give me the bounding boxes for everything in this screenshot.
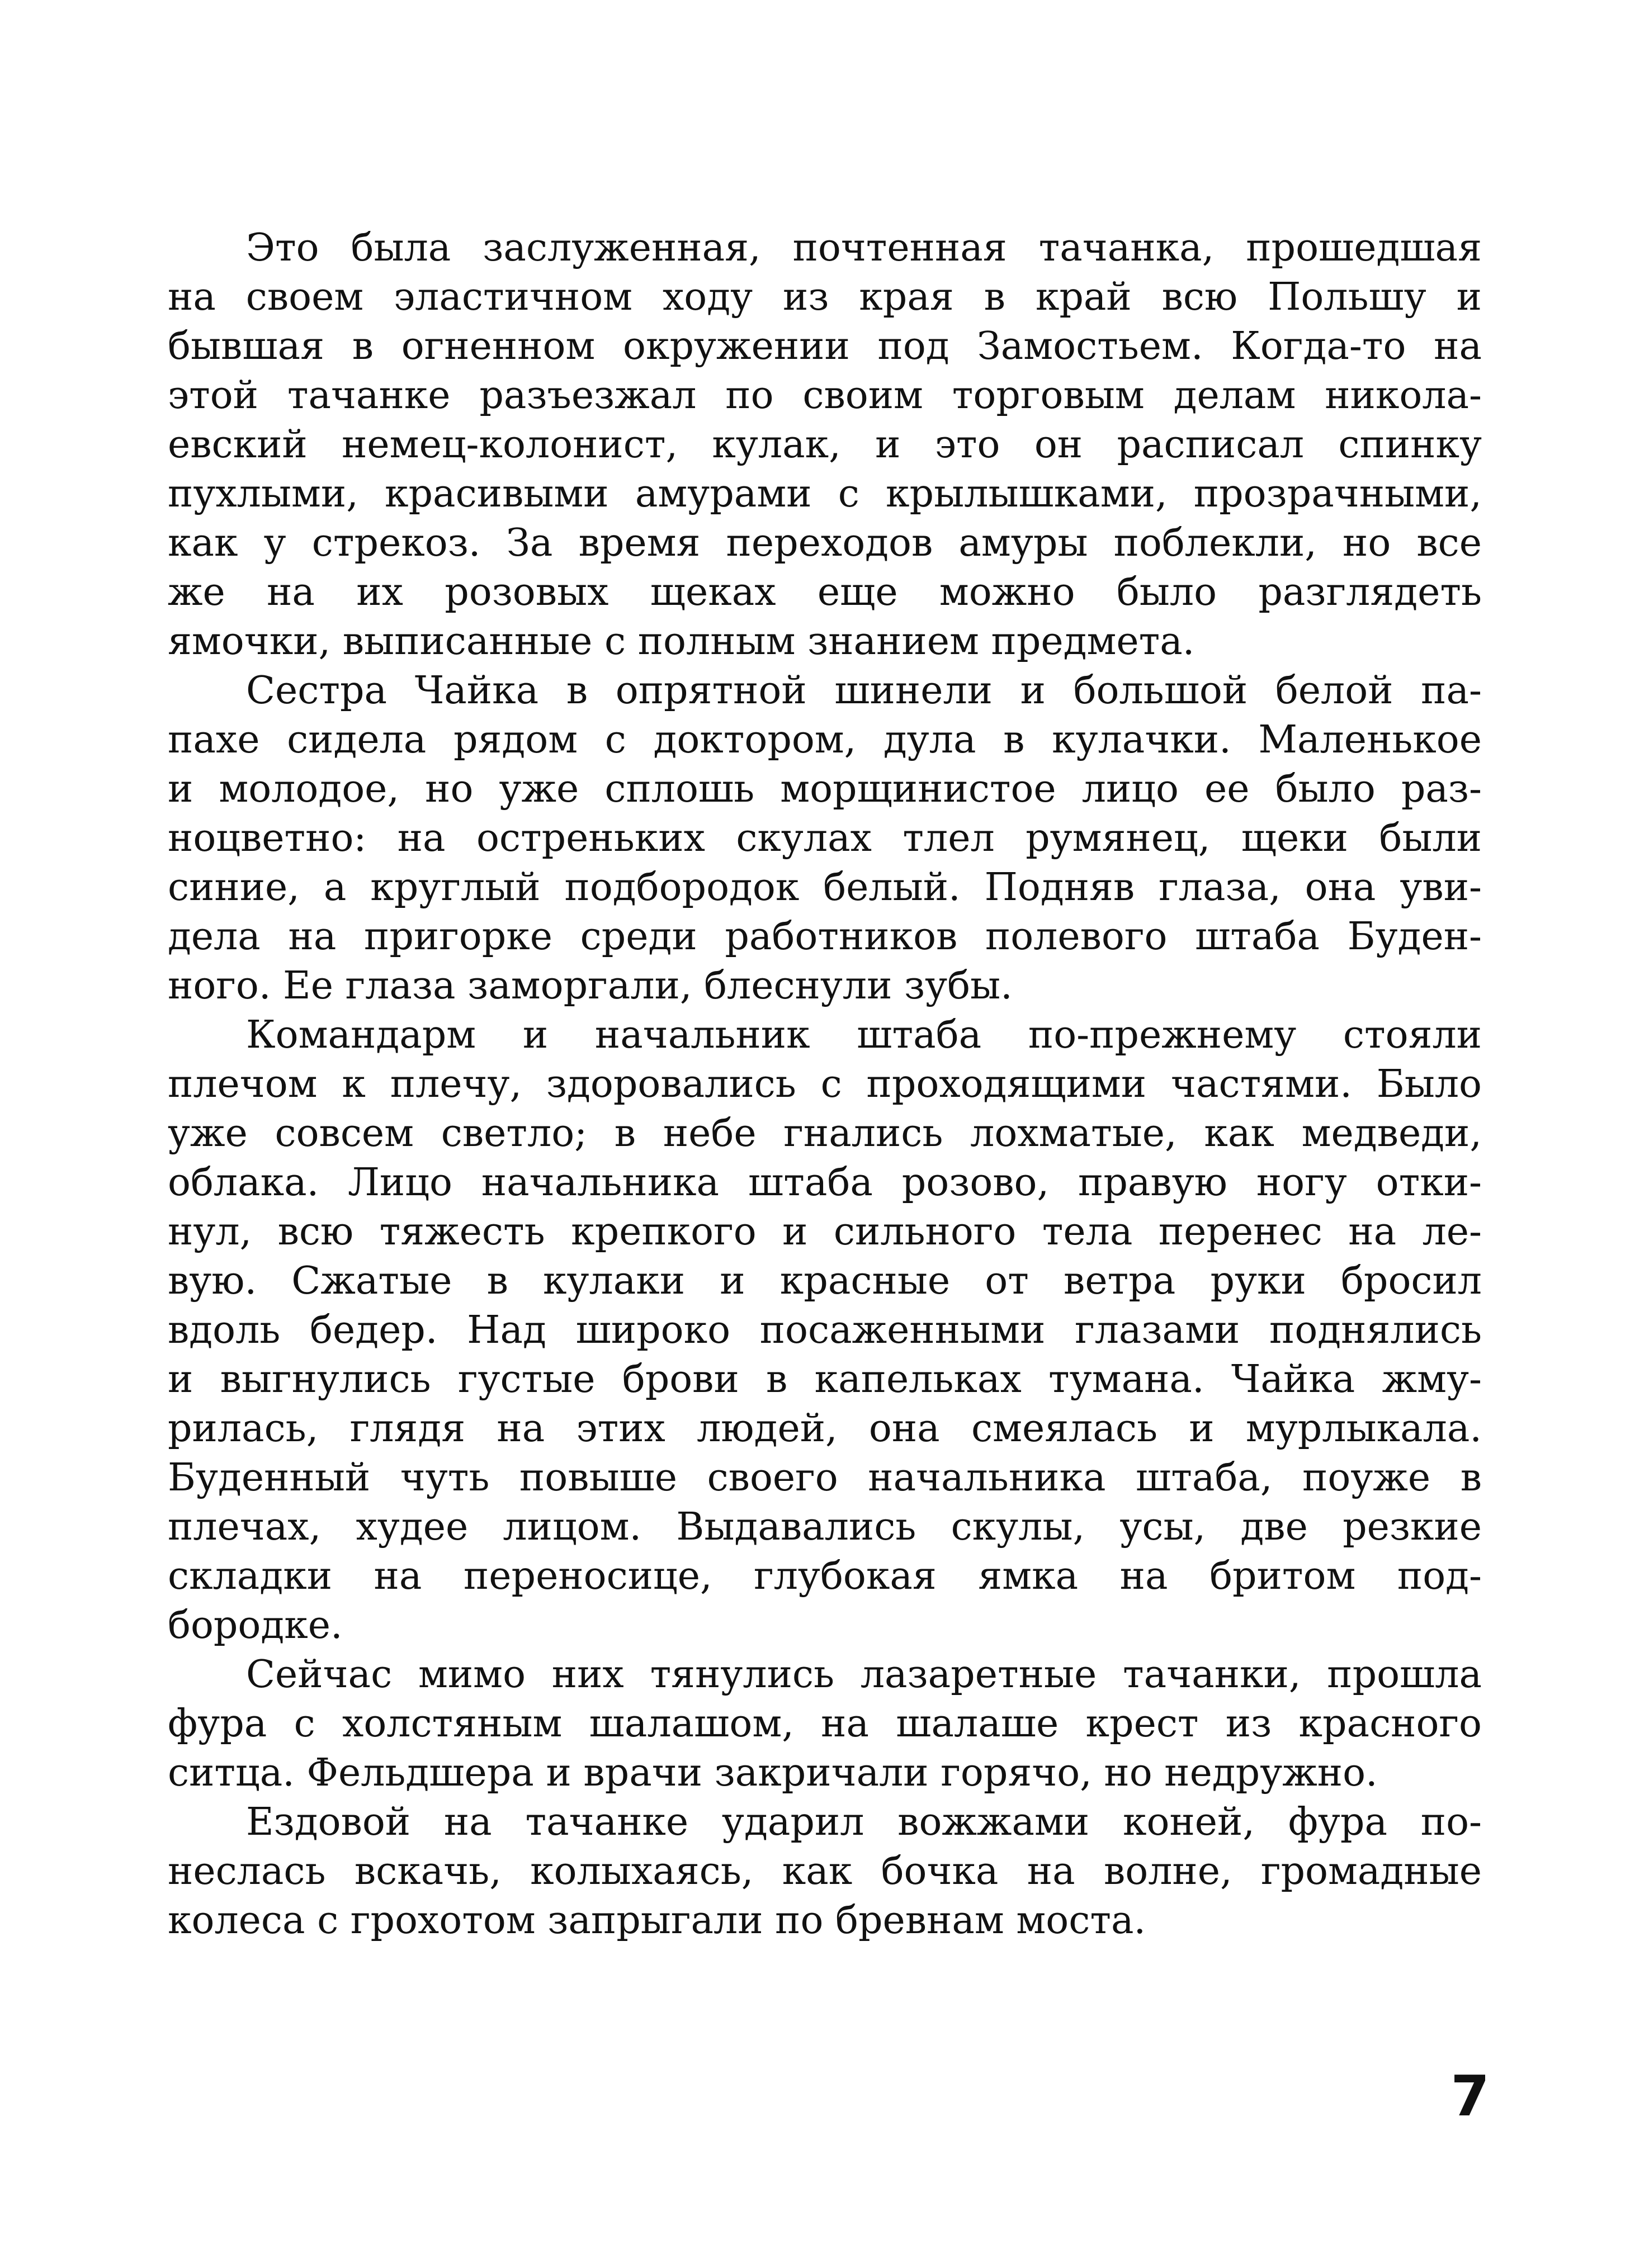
text-line: уже совсем светло; в небе гнались лохматые, как медведи, [168, 1111, 1482, 1156]
page-number: 7 [1450, 2063, 1490, 2129]
text-line: и выгнулись густые брови в капельках тумана. Чайка жму- [168, 1357, 1482, 1401]
text-line: евский немец-колонист, кулак, и это он расписал спинку [168, 423, 1482, 467]
text-line: как у стрекоз. За время переходов амуры поблекли, но все [168, 521, 1482, 565]
text-line: плечах, худее лицом. Выдавались скулы, усы, две резкие [168, 1505, 1482, 1549]
text-line: пухлыми, красивыми амурами с крылышками, прозрачными, [168, 472, 1482, 516]
text-line: неслась вскачь, колыхаясь, как бочка на волне, громадные [168, 1849, 1482, 1893]
body-text [168, 224, 1482, 1945]
text-line: и молодое, но уже сплошь морщинистое лицо ее было раз- [168, 767, 1482, 811]
text-line: нул, всю тяжесть крепкого и сильного тела перенес на ле- [168, 1210, 1482, 1254]
text-line: же на их розовых щеках еще можно было разглядеть [168, 570, 1482, 614]
text-line: Буденный чуть повыше своего начальника штаба, поуже в [168, 1456, 1482, 1500]
text-line: синие, а круглый подбородок белый. Подняв глаза, она уви- [168, 865, 1482, 910]
paragraph-2 [168, 666, 1482, 1011]
text-line: ноцветно: на остреньких скулах тлел румянец, щеки были [168, 816, 1482, 860]
paragraph-3 [168, 1011, 1482, 1650]
text-line: Сестра Чайка в опрятной шинели и большой белой па- [246, 669, 1482, 713]
text-line: Ездовой на тачанке ударил вожжами коней, фура по- [246, 1800, 1482, 1844]
paragraph-1 [168, 224, 1482, 666]
text-line: Командарм и начальник штаба по-прежнему стояли [246, 1013, 1482, 1057]
text-line: вдоль бедер. Над широко посаженными глазами поднялись [168, 1308, 1482, 1352]
text-line: бородке. [168, 1603, 343, 1647]
text-line: ямочки, выписанные с полным знанием предмета. [168, 619, 1195, 664]
text-line: этой тачанке разъезжал по своим торговым делам никола- [168, 373, 1482, 418]
text-line: ситца. Фельдшера и врачи закричали горячо, но недружно. [168, 1751, 1378, 1795]
text-line: Сейчас мимо них тянулись лазаретные тачанки, прошла [246, 1653, 1482, 1697]
text-line: складки на переносице, глубокая ямка на бритом под- [168, 1554, 1482, 1598]
text-line: пахе сидела рядом с доктором, дула в кулачки. Маленькое [168, 718, 1482, 762]
paragraph-5 [168, 1798, 1482, 1945]
text-line: Это была заслуженная, почтенная тачанка, прошедшая [246, 226, 1482, 270]
text-line: колеса с грохотом запрыгали по бревнам моста. [168, 1898, 1146, 1943]
text-line: ного. Ее глаза заморгали, блеснули зубы. [168, 964, 1013, 1008]
paragraph-4 [168, 1650, 1482, 1798]
text-line: на своем эластичном ходу из края в край всю Польшу и [168, 275, 1482, 319]
text-line: фура с холстяным шалашом, на шалаше крест из красного [168, 1702, 1482, 1746]
text-line: вую. Сжатые в кулаки и красные от ветра руки бросил [168, 1259, 1482, 1303]
text-line: плечом к плечу, здоровались с проходящими частями. Было [168, 1062, 1482, 1106]
text-line: облака. Лицо начальника штаба розово, правую ногу отки- [168, 1161, 1482, 1205]
text-line: бывшая в огненном окружении под Замостьем. Когда-то на [168, 324, 1482, 368]
text-line: рилась, глядя на этих людей, она смеялась и мурлыкала. [168, 1407, 1482, 1451]
text-line: дела на пригорке среди работников полевого штаба Буден- [168, 915, 1482, 959]
